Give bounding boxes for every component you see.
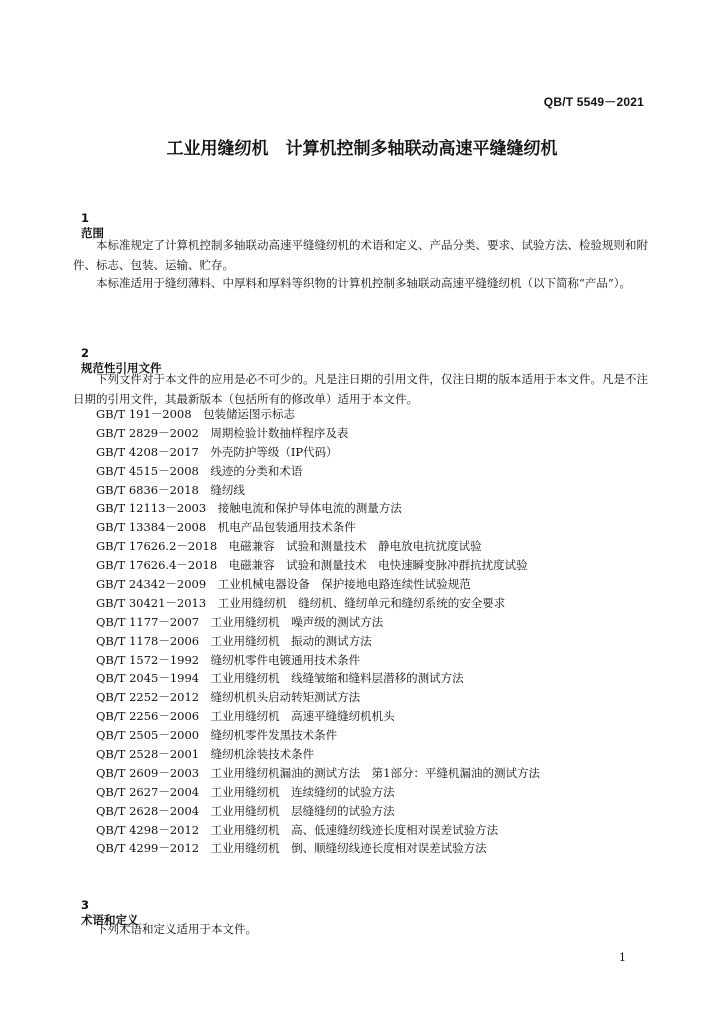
section-number: 3 bbox=[81, 898, 90, 912]
reference-title: 机电产品包装通用技术条件 bbox=[217, 520, 356, 535]
reference-item bbox=[96, 745, 540, 764]
reference-title: 工业用缝纫机 倒、顺缝纫线迹长度相对误差试验方法 bbox=[210, 841, 487, 856]
reference-list bbox=[96, 405, 540, 858]
reference-code: GB/T 17626.2－2018 bbox=[96, 539, 218, 554]
reference-title: 接触电流和保护导体电流的测量方法 bbox=[217, 501, 402, 516]
reference-item bbox=[96, 462, 540, 481]
terms-intro: 下列术语和定义适用于本文件。 bbox=[96, 922, 257, 936]
reference-item bbox=[96, 632, 540, 651]
reference-code: QB/T 2045－1994 bbox=[96, 671, 200, 686]
reference-code: GB/T 2829－2002 bbox=[96, 425, 199, 440]
reference-title: 外壳防护等级（IP代码） bbox=[210, 444, 338, 459]
reference-item bbox=[96, 443, 540, 462]
reference-code: GB/T 12113－2003 bbox=[96, 501, 207, 516]
reference-code: QB/T 2528－2001 bbox=[96, 747, 200, 762]
reference-title: 工业用缝纫机 缝纫机、缝纫单元和缝纫系统的安全要求 bbox=[217, 595, 506, 610]
reference-title: 工业用缝纫机 噪声级的测试方法 bbox=[210, 614, 384, 629]
reference-code: GB/T 24342－2009 bbox=[96, 577, 207, 592]
reference-item bbox=[96, 424, 540, 443]
reference-title: 缝纫机零件电镀通用技术条件 bbox=[210, 652, 361, 667]
reference-title: 工业用缝纫机 层缝缝纫的试验方法 bbox=[210, 803, 395, 818]
reference-title: 电磁兼容 试验和测量技术 静电放电抗扰度试验 bbox=[228, 539, 482, 554]
document-title: 工业用缝纫机 计算机控制多轴联动高速平缝缝纫机 bbox=[166, 139, 558, 159]
reference-code: QB/T 2628－2004 bbox=[96, 803, 200, 818]
reference-code: GB/T 191－2008 bbox=[96, 407, 192, 421]
section-title: 范围 bbox=[81, 226, 105, 240]
reference-title: 电磁兼容 试验和测量技术 电快速瞬变脉冲群抗扰度试验 bbox=[228, 558, 528, 573]
reference-code: QB/T 2252－2012 bbox=[96, 690, 200, 705]
reference-title: 缝纫机涂装技术条件 bbox=[210, 747, 315, 762]
scope-paragraph-1: 本标准规定了计算机控制多轴联动高速平缝缝纫机的术语和定义、产品分类、要求、试验方法、检验规则和附件、标志、包装、运输、贮存。 bbox=[73, 238, 648, 272]
reference-code: GB/T 30421－2013 bbox=[96, 595, 207, 610]
reference-code: QB/T 2609－2003 bbox=[96, 765, 200, 780]
page-number: 1 bbox=[619, 951, 626, 964]
reference-item bbox=[96, 669, 540, 688]
reference-title: 工业机械电器设备 保护接地电路连续性试验规范 bbox=[217, 577, 471, 592]
reference-code: GB/T 6836－2018 bbox=[96, 482, 199, 497]
reference-item bbox=[96, 726, 540, 745]
standard-number: QB/T 5549－2021 bbox=[543, 95, 644, 109]
reference-item bbox=[96, 764, 540, 783]
reference-code: QB/T 1178－2006 bbox=[96, 633, 200, 648]
section-number: 1 bbox=[81, 211, 90, 225]
section-title: 术语和定义 bbox=[81, 913, 139, 927]
reference-code: QB/T 2627－2004 bbox=[96, 784, 200, 799]
reference-code: GB/T 4208－2017 bbox=[96, 444, 199, 459]
reference-title: 工业用缝纫机 连续缝纫的试验方法 bbox=[210, 784, 395, 799]
reference-title: 工业用缝纫机 线缝皱缩和缝料层潜移的测试方法 bbox=[210, 671, 464, 686]
scope-paragraph-2: 本标准适用于缝纫薄料、中厚料和厚料等织物的计算机控制多轴联动高速平缝缝纫机（以下简称“产品”）。 bbox=[96, 276, 632, 290]
reference-item bbox=[96, 518, 540, 537]
reference-item bbox=[96, 405, 540, 424]
reference-title: 包装储运图示标志 bbox=[203, 407, 296, 421]
reference-title: 缝纫线 bbox=[210, 482, 245, 497]
reference-item bbox=[96, 707, 540, 726]
reference-item bbox=[96, 651, 540, 670]
reference-item bbox=[96, 802, 540, 821]
reference-title: 线迹的分类和术语 bbox=[210, 463, 303, 478]
reference-title: 缝纫机机头启动转矩测试方法 bbox=[210, 690, 361, 705]
reference-item bbox=[96, 594, 540, 613]
reference-item bbox=[96, 688, 540, 707]
reference-code: GB/T 4515－2008 bbox=[96, 463, 199, 478]
reference-title: 工业用缝纫机 高速平缝缝纫机机头 bbox=[210, 709, 395, 724]
reference-code: QB/T 1177－2007 bbox=[96, 614, 200, 629]
reference-item bbox=[96, 839, 540, 858]
section-title: 规范性引用文件 bbox=[81, 361, 162, 375]
reference-code: QB/T 4298－2012 bbox=[96, 822, 200, 837]
reference-title: 工业用缝纫机 振动的测试方法 bbox=[210, 633, 372, 648]
references-intro: 下列文件对于本文件的应用是必不可少的。凡是注日期的引用文件，仅注日期的版本适用于本文件。凡是不注日期的引用文件，其最新版本（包括所有的修改单）适用于本文件。 bbox=[73, 372, 648, 406]
reference-title: 工业用缝纫机漏油的测试方法 第1部分：平缝机漏油的测试方法 bbox=[210, 765, 540, 780]
reference-title: 周期检验计数抽样程序及表 bbox=[210, 425, 349, 440]
reference-code: QB/T 2256－2006 bbox=[96, 709, 200, 724]
reference-code: GB/T 13384－2008 bbox=[96, 520, 207, 535]
reference-item bbox=[96, 537, 540, 556]
reference-code: QB/T 1572－1992 bbox=[96, 652, 200, 667]
reference-item bbox=[96, 575, 540, 594]
section-number: 2 bbox=[81, 346, 90, 360]
reference-item bbox=[96, 613, 540, 632]
reference-code: QB/T 4299－2012 bbox=[96, 841, 200, 856]
reference-item bbox=[96, 556, 540, 575]
reference-title: 工业用缝纫机 高、低速缝纫线迹长度相对误差试验方法 bbox=[210, 822, 499, 837]
reference-item bbox=[96, 783, 540, 802]
reference-item bbox=[96, 821, 540, 840]
reference-title: 缝纫机零件发黑技术条件 bbox=[210, 728, 338, 743]
reference-item bbox=[96, 499, 540, 518]
reference-item bbox=[96, 481, 540, 500]
reference-code: GB/T 17626.4－2018 bbox=[96, 558, 218, 573]
reference-code: QB/T 2505－2000 bbox=[96, 728, 200, 743]
